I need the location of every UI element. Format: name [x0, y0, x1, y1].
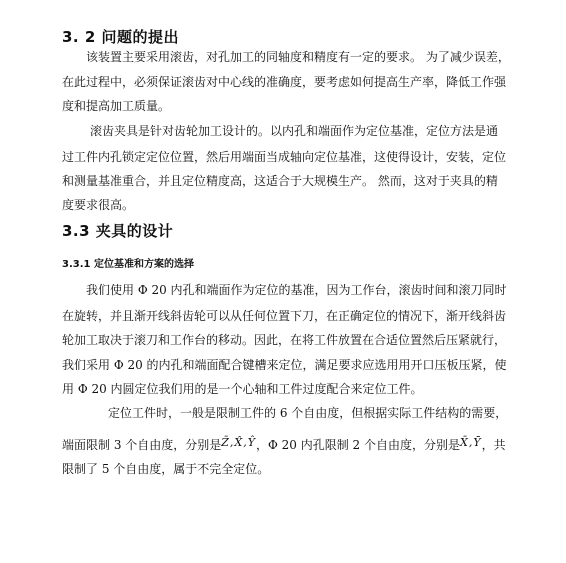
paragraph-line: 度要求很高。 — [62, 198, 135, 212]
text-segment: ，共 — [481, 438, 506, 452]
degree-of-freedom-symbols: X̄,Ȳ — [460, 436, 482, 449]
paragraph-line: 定位工件时，一般是限制工件的 6 个自由度，但根据实际工件结构的需要， — [108, 406, 508, 420]
paragraph-line: 滚齿夹具是针对齿轮加工设计的。以内孔和端面作为定位基准，定位方法是通 — [90, 124, 499, 138]
paragraph-line: 在旋转，并且渐开线斜齿轮可以从任何位置下刀，在正确定位的情况下，渐开线斜齿 — [62, 309, 507, 323]
section-heading-3-2: 3. 2 问题的提出 — [62, 28, 180, 46]
paragraph-line: 和测量基准重合，并且定位精度高，这适合于大规模生产。 然而，这对于夹具的精 — [62, 174, 498, 188]
paragraph-line: 我们采用 Φ 20 的内孔和端面配合键槽来定位，满足要求应选用用开口压板压紧，使 — [62, 358, 507, 372]
paragraph-line: 限制了 5 个自由度，属于不完全定位。 — [62, 462, 270, 476]
paragraph-line: 该装置主要采用滚齿，对孔加工的同轴度和精度有一定的要求。 为了减少误差， — [86, 50, 510, 64]
paragraph-line: 度和提高加工质量。 — [62, 99, 171, 113]
degree-of-freedom-symbols: Z̄,X̂,Ŷ — [221, 436, 256, 449]
paragraph-line: 在此过程中，必须保证滚齿对中心线的准确度，要考虑如何提高生产率，降低工作强 — [62, 75, 507, 89]
section-heading-3-3: 3.3 夹具的设计 — [62, 222, 174, 240]
paragraph-line-with-symbols — [62, 436, 506, 452]
paragraph-line: 轮加工取决于滚刀和工作台的移动。因此，在将工件放置在合适位置然后压紧就行， — [62, 333, 507, 347]
paragraph-line: 我们使用 Φ 20 内孔和端面作为定位的基准，因为工作台，滚齿时间和滚刀同时 — [86, 283, 507, 297]
paragraph-line: 过工件内孔锁定定位位置，然后用端面当成轴向定位基准，这使得设计，安装，定位 — [62, 150, 507, 164]
text-segment: 端面限制 3 个自由度，分别是 — [62, 438, 222, 452]
paragraph-line: 用 Φ 20 内圆定位我们用的是一个心轴和工件过度配合来定位工件。 — [62, 382, 423, 396]
text-segment: ，Φ 20 内孔限制 2 个自由度，分别是 — [256, 438, 461, 452]
subsection-heading-3-3-1: 3.3.1 定位基准和方案的选择 — [62, 259, 194, 270]
